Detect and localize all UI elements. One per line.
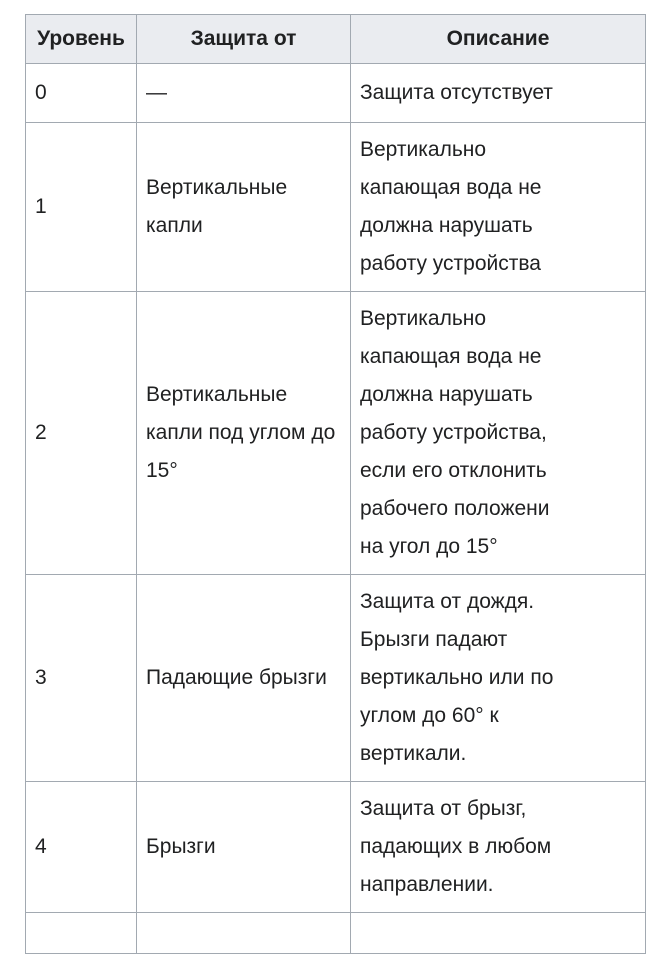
header-description: Описание (351, 15, 646, 64)
cell-description (351, 123, 646, 292)
description-line: на угол до 15° (360, 535, 498, 558)
cell-level: 3 (26, 575, 137, 782)
cell-level: 2 (26, 292, 137, 575)
cell-level-empty (26, 913, 137, 954)
description-line: капающая вода не (360, 345, 542, 368)
cell-description (351, 292, 646, 575)
description-line: капающая вода не (360, 176, 542, 199)
table-row (26, 575, 646, 782)
description-line: вертикали. (360, 742, 467, 765)
description-line: работу устройства, (360, 421, 547, 444)
description-line: должна нарушать (360, 214, 533, 237)
cell-level: 1 (26, 123, 137, 292)
description-line: Защита от брызг, (360, 797, 527, 820)
table-row (26, 782, 646, 913)
description-line: Брызги падают (360, 628, 508, 651)
description-line: рабочего положени (360, 497, 550, 520)
description-line: падающих в любом (360, 835, 552, 858)
description-line: Вертикально (360, 307, 487, 330)
cell-description (351, 64, 646, 123)
description-line: направлении. (360, 873, 494, 896)
cell-level: 0 (26, 64, 137, 123)
description-line: если его отклонить (360, 459, 547, 482)
cell-protection: Брызги (137, 782, 351, 913)
header-protection: Защита от (137, 15, 351, 64)
description-line: углом до 60° к (360, 704, 499, 727)
table-row (26, 64, 646, 123)
description-line: вертикально или по (360, 666, 554, 689)
description-line: должна нарушать (360, 383, 533, 406)
description-line: работу устройства (360, 252, 541, 275)
ip-water-protection-table (25, 14, 646, 954)
table-row (26, 123, 646, 292)
cell-protection: — (137, 64, 351, 123)
description-line: Вертикально (360, 138, 487, 161)
description-line: Защита отсутствует (360, 81, 553, 104)
cell-level: 4 (26, 782, 137, 913)
header-level: Уровень (26, 15, 137, 64)
description-line: Защита от дождя. (360, 590, 535, 613)
cell-description (351, 575, 646, 782)
cell-protection: Вертикальные капли под углом до 15° (137, 292, 351, 575)
cell-protection-empty (137, 913, 351, 954)
table-header-row (26, 15, 646, 64)
cell-description (351, 782, 646, 913)
cell-description-empty (351, 913, 646, 954)
cell-protection: Вертикальные капли (137, 123, 351, 292)
cell-protection: Падающие брызги (137, 575, 351, 782)
table-row-partial (26, 913, 646, 954)
table-row (26, 292, 646, 575)
